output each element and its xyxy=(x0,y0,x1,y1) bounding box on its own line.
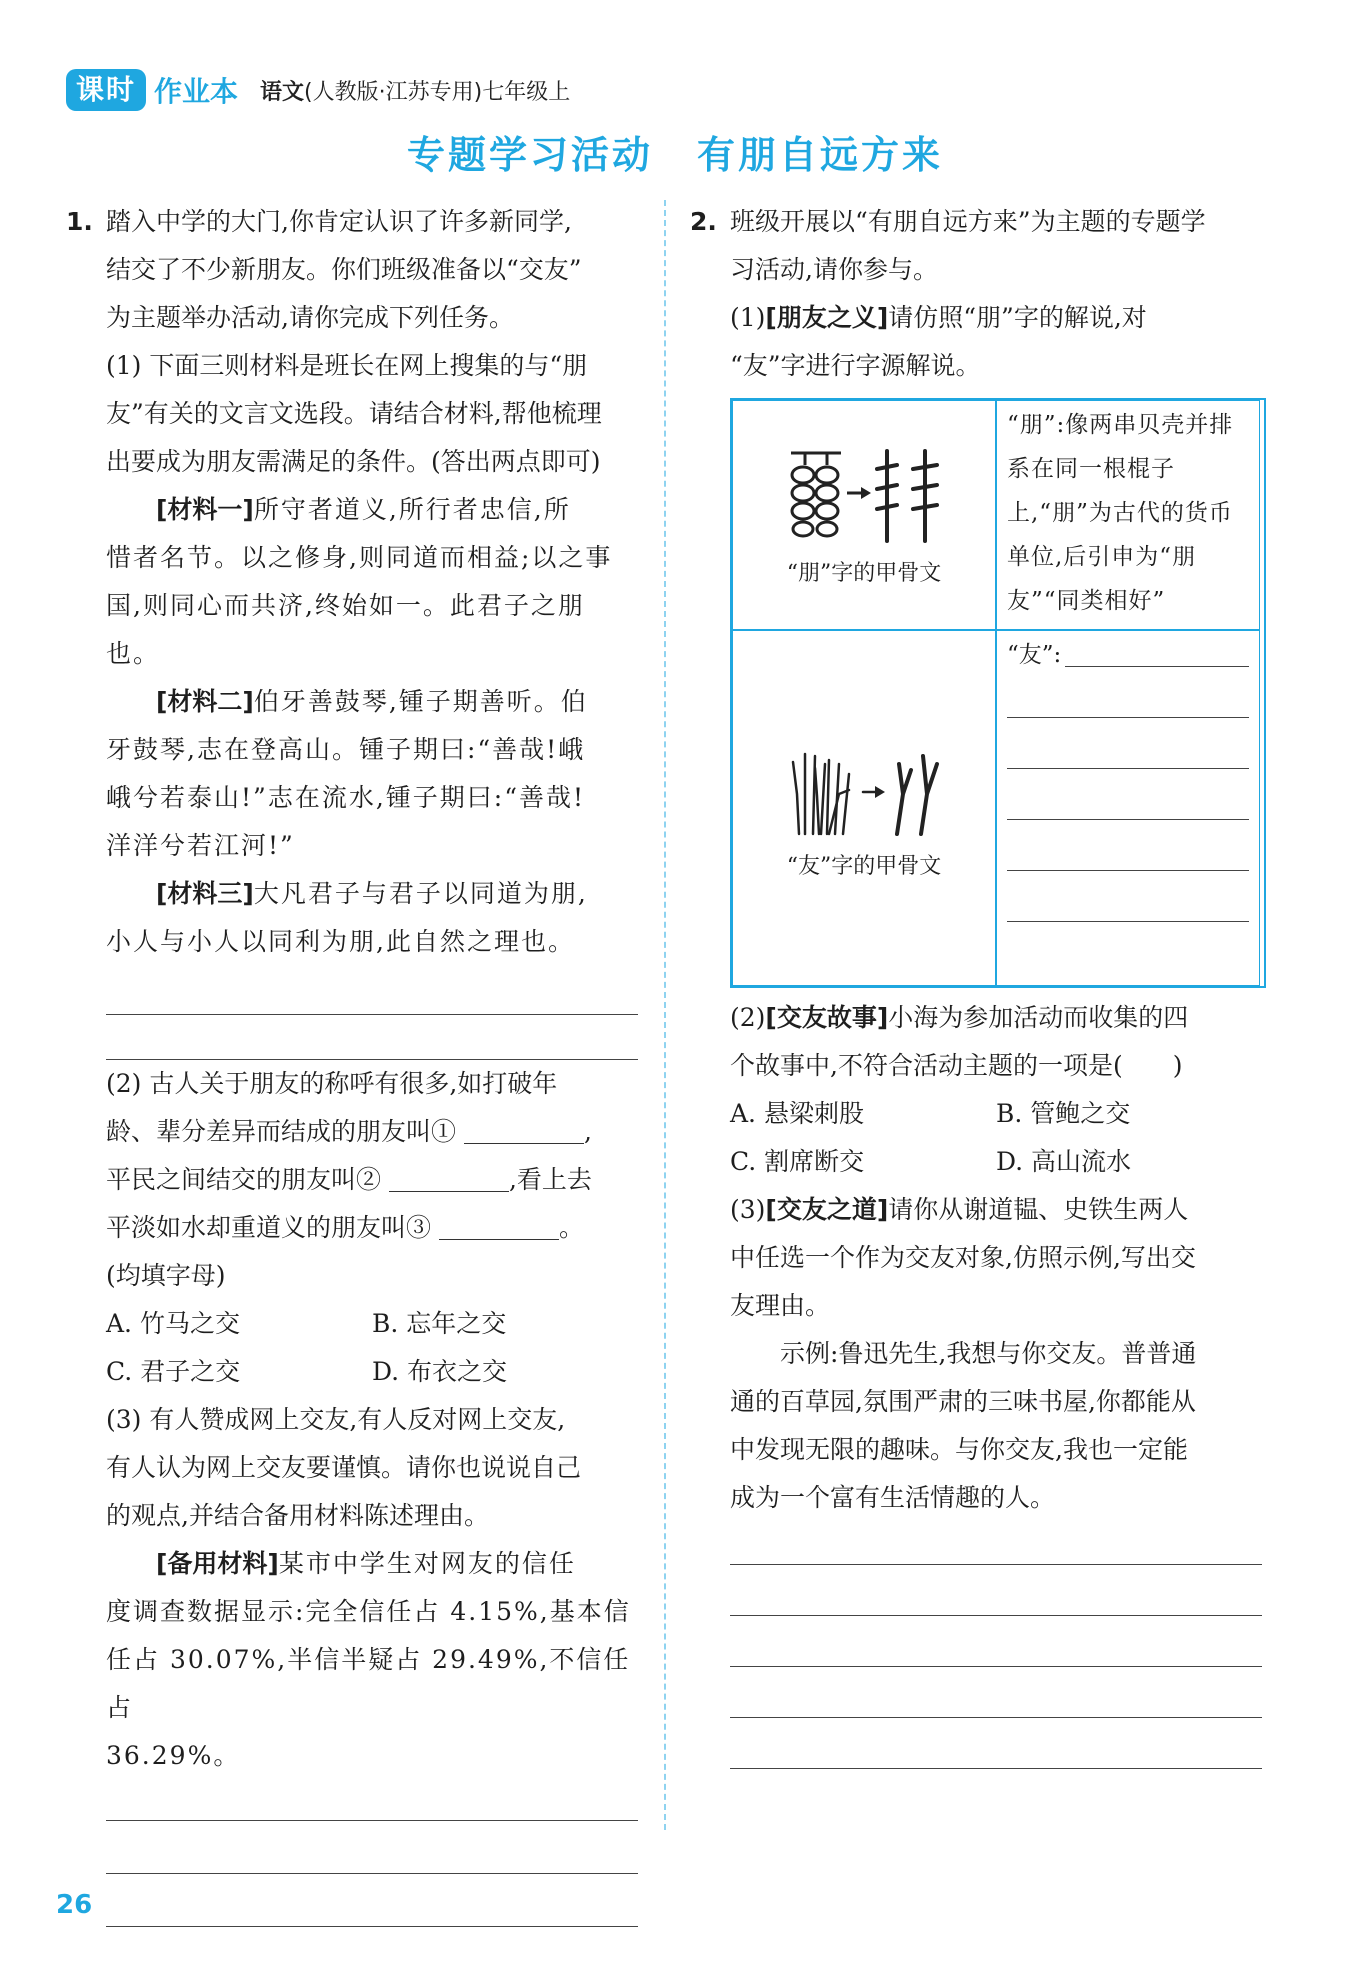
sub3-text: 请你从谢道韫、史铁生两人 xyxy=(888,1195,1189,1224)
material3-line1 xyxy=(66,870,638,918)
material3-text: 大凡君子与君子以同道为朋, xyxy=(253,879,588,908)
you-oracle-bone-icon xyxy=(779,734,949,844)
answer-line[interactable] xyxy=(1007,717,1249,718)
q1-sub3-line3: 的观点,并结合备用材料陈述理由。 xyxy=(106,1501,489,1530)
page-title xyxy=(0,124,1350,179)
sub2-text-e: 平淡如水却重道义的朋友叫③ xyxy=(106,1213,432,1242)
header xyxy=(66,68,570,112)
q1-intro-line1 xyxy=(66,198,638,246)
character-origin-table xyxy=(730,398,1266,988)
peng-oracle-bone-icon xyxy=(779,441,949,551)
option-b[interactable]: B. 忘年之交 xyxy=(372,1309,507,1338)
material3-line2: 小人与小人以同利为朋,此自然之理也。 xyxy=(106,927,575,956)
you-caption: “友”字的甲骨文 xyxy=(786,854,942,879)
sub2-text-b: , xyxy=(583,1117,592,1146)
q1-sub1-line1: (1) 下面三则材料是班长在网上搜集的与“朋 xyxy=(106,351,588,380)
option-d[interactable]: D. 高山流水 xyxy=(996,1147,1132,1176)
q1-intro-line3: 为主题举办活动,请你完成下列任务。 xyxy=(106,303,514,332)
q1-options xyxy=(66,1300,638,1396)
option-c[interactable]: C. 君子之交 xyxy=(106,1357,241,1386)
q1-sub3-line1: (3) 有人赞成网上交友,有人反对网上交友, xyxy=(106,1405,566,1434)
q1-sub2-line3 xyxy=(66,1156,638,1204)
answer-line[interactable] xyxy=(1007,768,1249,769)
q1-sub3-line2: 有人认为网上交友要谨慎。请你也说说自己 xyxy=(106,1453,582,1482)
material2-line1 xyxy=(66,678,638,726)
you-oracle-cell xyxy=(732,630,996,986)
sub1-tag: [朋友之义] xyxy=(765,303,889,332)
backup-text: 某市中学生对网友的信任 xyxy=(278,1549,576,1578)
brand-logo: 课时 xyxy=(66,69,146,111)
sub2-text-d: ,看上去 xyxy=(508,1165,592,1194)
sub2-number: (2) xyxy=(730,1003,766,1032)
sub3-number: (3) xyxy=(730,1195,766,1224)
subject-line xyxy=(260,75,570,106)
title-part1: 专题学习活动 xyxy=(406,133,653,177)
answer-line[interactable] xyxy=(1007,870,1249,871)
sub2-text-f: 。 xyxy=(558,1213,584,1242)
right-column xyxy=(690,198,1262,1769)
answer-line[interactable] xyxy=(1007,921,1249,922)
material3-tag: [材料三] xyxy=(156,879,254,908)
example-line3: 中发现无限的趣味。与你交友,我也一定能 xyxy=(730,1435,1188,1464)
blank-1[interactable] xyxy=(464,1117,584,1144)
answer-line[interactable] xyxy=(1007,819,1249,820)
option-a[interactable]: A. 竹马之交 xyxy=(106,1309,240,1338)
backup-line4: 36.29%。 xyxy=(106,1741,241,1770)
question-number: 2. xyxy=(690,207,717,236)
peng-explanation: “朋”:像两串贝壳并排系在同一根棍子上,“朋”为古代的货币单位,后引申为“朋友”“同类相好” xyxy=(996,400,1260,630)
example-line4: 成为一个富有生活情趣的人。 xyxy=(730,1483,1056,1512)
you-label-row xyxy=(1007,639,1249,671)
peng-caption: “朋”字的甲骨文 xyxy=(786,561,942,586)
q1-sub2-note: (均填字母) xyxy=(106,1261,226,1290)
option-c[interactable]: C. 割席断交 xyxy=(730,1147,865,1176)
q1-sub2-line4 xyxy=(66,1204,638,1252)
blank-2[interactable] xyxy=(389,1165,509,1192)
brand-name: 作业本 xyxy=(154,75,239,108)
q2-intro-text: 班级开展以“有朋自远方来”为主题的专题学 xyxy=(730,207,1206,236)
material2-text: 伯牙善鼓琴,锺子期善听。伯 xyxy=(253,687,588,716)
q2-sub1-line2: “友”字进行字源解说。 xyxy=(730,351,981,380)
example-line1: 示例:鲁迅先生,我想与你交友。普普通 xyxy=(780,1339,1197,1368)
q1-sub2-line2 xyxy=(66,1108,638,1156)
option-a[interactable]: A. 悬梁刺股 xyxy=(730,1099,864,1128)
q2-sub1-line1 xyxy=(690,294,1262,342)
material1-tag: [材料一] xyxy=(156,495,254,524)
peng-oracle-cell xyxy=(732,400,996,630)
q2-sub3-line1 xyxy=(690,1186,1262,1234)
subject-name: 语文 xyxy=(260,79,305,105)
material2-tag: [材料二] xyxy=(156,687,254,716)
q2-options xyxy=(690,1090,1262,1186)
material2-line4: 洋洋兮若江河!” xyxy=(106,831,295,860)
q1-intro-line2: 结交了不少新朋友。你们班级准备以“交友” xyxy=(106,255,582,284)
page-number: 26 xyxy=(56,1890,93,1920)
q1-intro-text: 踏入中学的大门,你肯定认识了许多新同学, xyxy=(106,207,572,236)
option-d[interactable]: D. 布衣之交 xyxy=(372,1357,508,1386)
material2-line2: 牙鼓琴,志在登高山。锺子期曰:“善哉!峨 xyxy=(106,735,586,764)
question-number: 1. xyxy=(66,207,93,236)
you-answer-cell xyxy=(996,630,1260,986)
sub2-text: 小海为参加活动而收集的四 xyxy=(888,1003,1189,1032)
sub3-tag: [交友之道] xyxy=(765,1195,889,1224)
q2-sub3-line3: 友理由。 xyxy=(730,1291,831,1320)
sub2-tag: [交友故事] xyxy=(765,1003,889,1032)
column-divider xyxy=(664,200,666,1830)
answer-line[interactable] xyxy=(730,1768,1262,1769)
option-b[interactable]: B. 管鲍之交 xyxy=(996,1099,1131,1128)
sub1-text: 请仿照“朋”字的解说,对 xyxy=(888,303,1147,332)
subject-edition: (人教版·江苏专用)七年级上 xyxy=(304,79,571,105)
q2-intro-line2: 习活动,请你参与。 xyxy=(730,255,938,284)
sub2-text-a: 龄、辈分差异而结成的朋友叫① xyxy=(106,1117,457,1146)
material2-line3: 峨兮若泰山!”志在流水,锺子期曰:“善哉! xyxy=(106,783,586,812)
answer-line[interactable] xyxy=(106,1926,638,1927)
q2-sub2-line1 xyxy=(690,994,1262,1042)
sub1-number: (1) xyxy=(730,303,766,332)
left-column xyxy=(66,198,638,1927)
backup-line1 xyxy=(66,1540,638,1588)
blank-3[interactable] xyxy=(439,1213,559,1240)
q2-intro-line1 xyxy=(690,198,1262,246)
title-part2: 有朋自远方来 xyxy=(697,133,944,177)
material1-line2: 惜者名节。以之修身,则同道而相益;以之事 xyxy=(106,543,613,572)
q2-sub2-line2: 个故事中,不符合活动主题的一项是( ) xyxy=(730,1051,1183,1080)
q1-sub1-line3: 出要成为朋友需满足的条件。(答出两点即可) xyxy=(106,447,601,476)
material1-line1 xyxy=(66,486,638,534)
backup-line3: 任占 30.07%,半信半疑占 29.49%,不信任占 xyxy=(106,1645,631,1722)
q2-sub3-line2: 中任选一个作为交友对象,仿照示例,写出交 xyxy=(730,1243,1196,1272)
example-line2: 通的百草园,氛围严肃的三味书屋,你都能从 xyxy=(730,1387,1196,1416)
answer-line[interactable] xyxy=(1065,666,1249,667)
sub2-text-c: 平民之间结交的朋友叫② xyxy=(106,1165,382,1194)
material1-line3: 国,则同心而共济,终始如一。此君子之朋也。 xyxy=(106,591,585,668)
q1-sub2-line1: (2) 古人关于朋友的称呼有很多,如打破年 xyxy=(106,1069,558,1098)
backup-line2: 度调查数据显示:完全信任占 4.15%,基本信 xyxy=(106,1597,631,1626)
q1-sub1-line2: 友”有关的文言文选段。请结合材料,帮他梳理 xyxy=(106,399,602,428)
you-label: “友”: xyxy=(1007,642,1062,668)
material1-text: 所守者道义,所行者忠信,所 xyxy=(253,495,571,524)
backup-tag: [备用材料] xyxy=(156,1549,279,1578)
